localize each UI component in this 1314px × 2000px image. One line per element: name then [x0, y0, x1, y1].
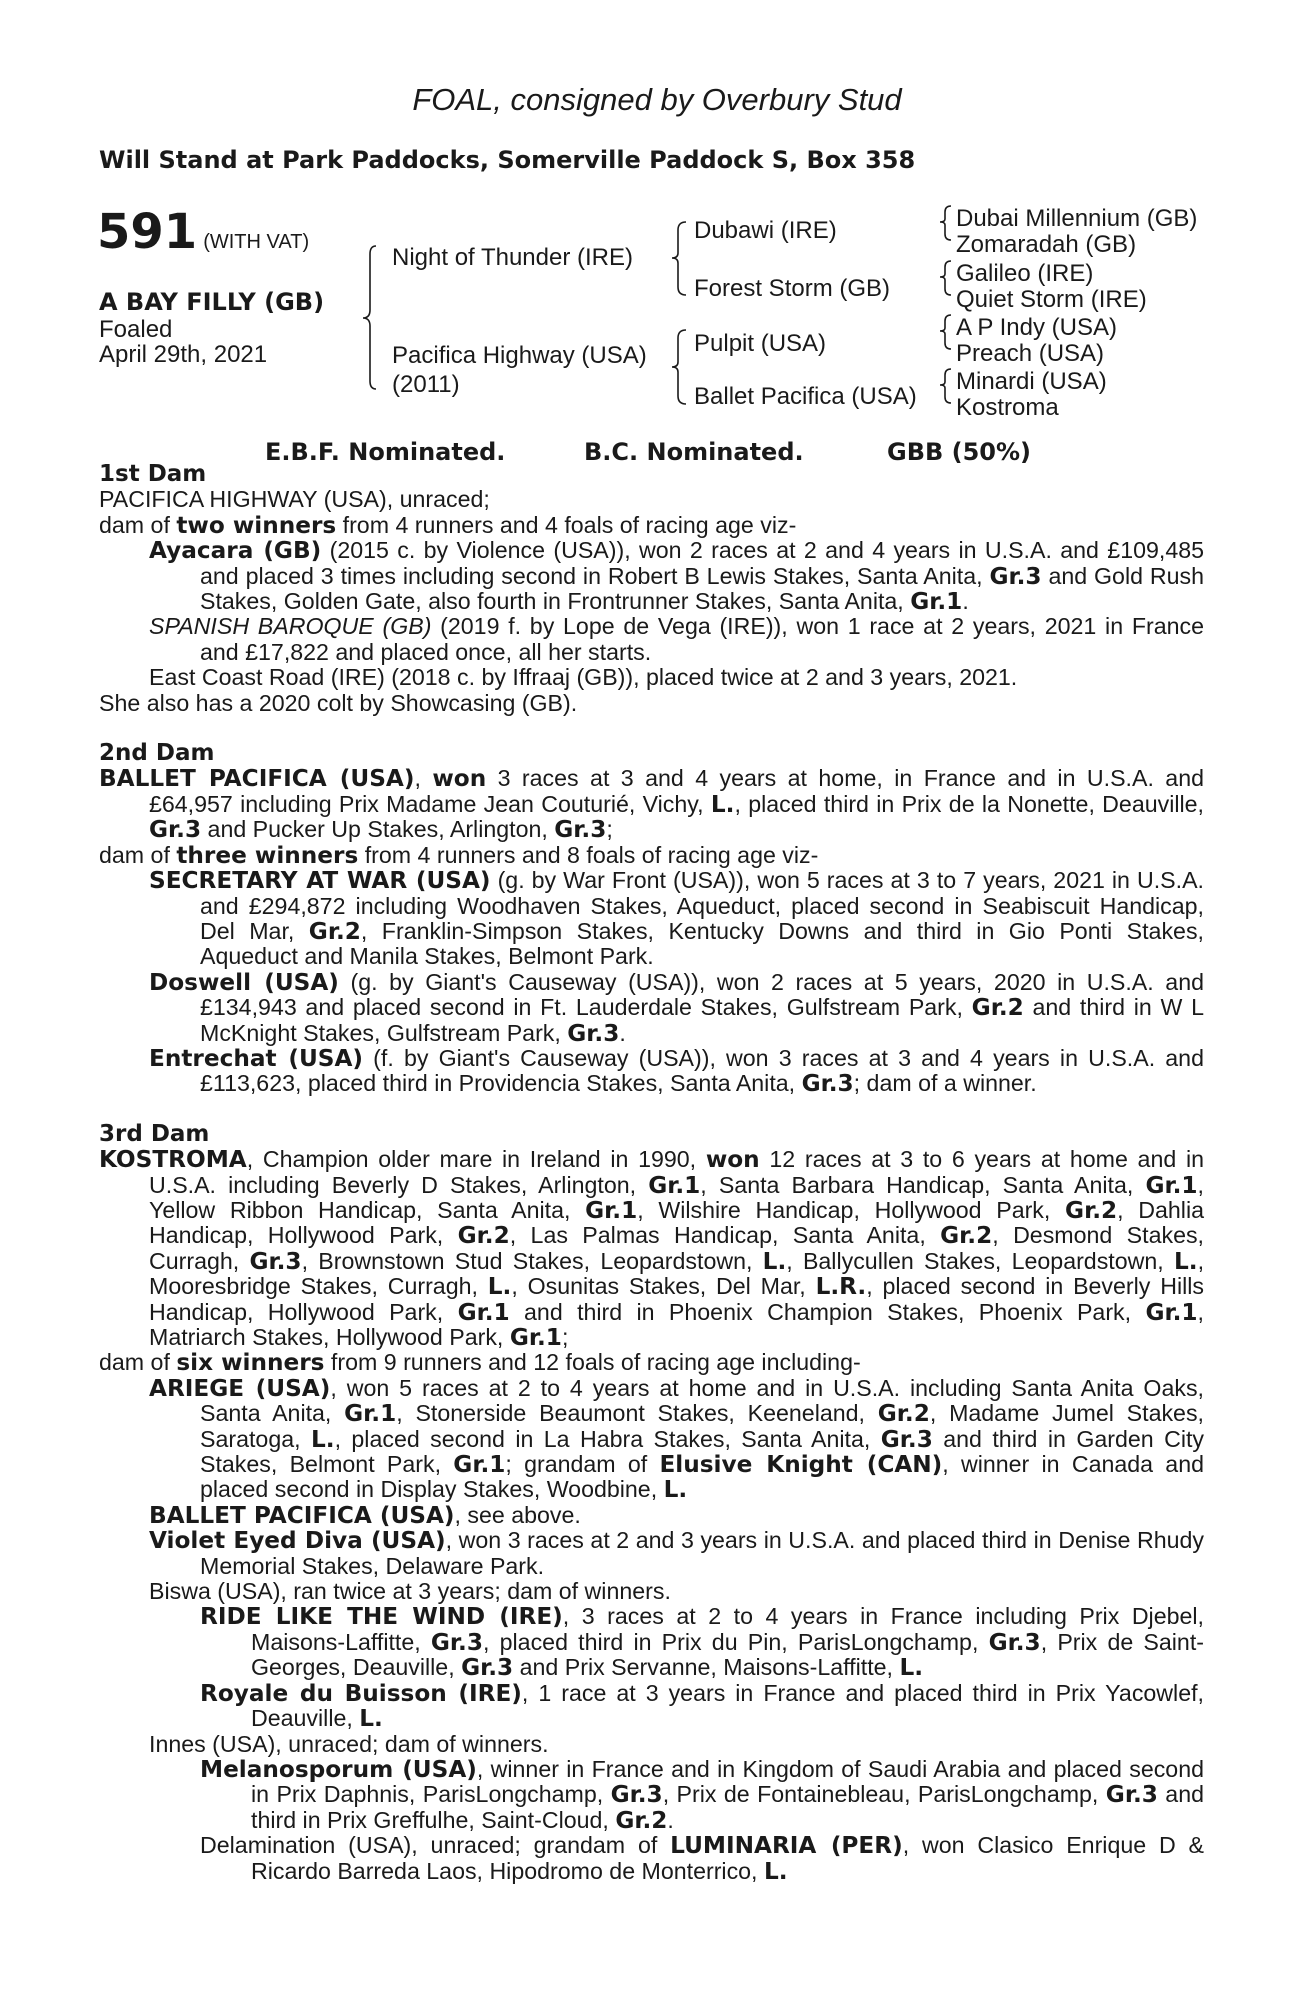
vat-note: (WITH VAT): [203, 231, 310, 253]
foaled-label: Foaled: [99, 316, 173, 343]
biswa-foal-royale-du-buisson: Royale du Buisson (IRE), 1 race at 3 years in France and placed third in Prix Yacowlef, Deauville, L.: [200, 1679, 1204, 1733]
innes-foal-melanosporum: Melanosporum (USA), winner in France and in Kingdom of Saudi Arabia and placed second in Prix Daphnis, ParisLongchamp, Gr.3, Prix de Fontainebleau, ParisLongchamp, Gr.3 and third in Prix Greffulhe, Saint-Cloud, Gr.2.: [200, 1755, 1204, 1834]
pedigree-sire-sire: Dubawi (IRE): [694, 217, 837, 244]
second-dam-foal-2: Doswell (USA) (g. by Giant's Causeway (USA)), won 2 races at 5 years, 2020 in U.S.A. and £134,943 and placed second in Ft. Lauderdale Stakes, Gulfstream Park, Gr.2 and third in W L McKnight Stakes, Gulfstream Park, Gr.3.: [149, 968, 1204, 1047]
lot-number: 591: [97, 204, 198, 260]
first-dam-produce-line: dam of two winners from 4 runners and 4 foals of racing age viz-: [99, 511, 797, 539]
pedigree-dam-dam: Ballet Pacifica (USA): [694, 383, 917, 410]
pedigree-g4-3: Galileo (IRE): [956, 260, 1094, 287]
first-dam-note: She also has a 2020 colt by Showcasing (GB).: [99, 689, 578, 716]
ebf-nominated: E.B.F. Nominated.: [265, 438, 506, 466]
pedigree-g4-7: Minardi (USA): [956, 368, 1107, 395]
pedigree-dam-sire: Pulpit (USA): [694, 330, 827, 357]
pedigree-g4-2: Zomaradah (GB): [956, 231, 1137, 258]
pedigree-g4-5: A P Indy (USA): [956, 314, 1117, 341]
pedigree-dam-year: (2011): [392, 371, 460, 398]
pedigree-g4-1: Dubai Millennium (GB): [956, 205, 1198, 232]
first-dam-line: PACIFICA HIGHWAY (USA), unraced;: [99, 486, 490, 513]
third-dam-heading: 3rd Dam: [99, 1120, 210, 1147]
third-dam-produce-line: dam of six winners from 9 runners and 12 foals of racing age including-: [99, 1349, 861, 1377]
pedigree-sire: Night of Thunder (IRE): [392, 244, 633, 271]
third-dam-foal-biswa: Biswa (USA), ran twice at 3 years; dam of winners.: [149, 1578, 671, 1605]
consignor-line: FOAL, consigned by Overbury Stud: [412, 82, 902, 117]
second-dam-record: BALLET PACIFICA (USA), won 3 races at 3 and 4 years at home, in France and in U.S.A. and £64,957 including Prix Madame Jean Couturié, Vichy, L., placed third in Prix de la Nonette, Deauville, Gr.3 and Pucker Up Stakes, Arlington, Gr.3;: [99, 765, 1204, 844]
second-dam-heading: 2nd Dam: [99, 740, 215, 767]
innes-foal-delamination: Delamination (USA), unraced; grandam of LUMINARIA (PER), won Clasico Enrique D & Ricardo Barreda Laos, Hipodromo de Monterrico, L.: [200, 1832, 1205, 1885]
horse-name: A BAY FILLY (GB): [99, 288, 325, 316]
first-dam-foal-2: SPANISH BAROQUE (GB) (2019 f. by Lope de Vega (IRE)), won 1 race at 2 years, 2021 in France and £17,822 and placed once, all her starts.: [149, 613, 1204, 665]
second-dam-foal-3: Entrechat (USA) (f. by Giant's Causeway (USA)), won 3 races at 3 and 4 years in U.S.A. and £113,623, placed third in Providencia Stakes, Santa Anita, Gr.3; dam of a winner.: [149, 1044, 1204, 1098]
third-dam-foal-violet: Violet Eyed Diva (USA), won 3 races at 2 and 3 years in U.S.A. and placed third in Denise Rhudy Memorial Stakes, Delaware Park.: [149, 1527, 1204, 1579]
first-dam-foal-3: East Coast Road (IRE) (2018 c. by Iffraaj (GB)), placed twice at 2 and 3 years, 2021.: [149, 664, 1018, 691]
third-dam-foal-innes: Innes (USA), unraced; dam of winners.: [149, 1730, 549, 1757]
first-dam-foal-1: Ayacara (GB) (2015 c. by Violence (USA)), won 2 races at 2 and 4 years in U.S.A. and £109,485 and placed 3 times including second in Robert B Lewis Stakes, Santa Anita, Gr.3 and Gold Rush Stakes, Golden Gate, also fourth in Frontrunner Stakes, Santa Anita, Gr.1.: [149, 537, 1205, 616]
biswa-foal-ride-like-the-wind: RIDE LIKE THE WIND (IRE), 3 races at 2 to 4 years in France including Prix Djebel, Maisons-Laffitte, Gr.3, placed third in Prix du Pin, ParisLongchamp, Gr.3, Prix de Saint-Georges, Deauville, Gr.3 and Prix Servanne, Maisons-Laffitte, L.: [200, 1603, 1204, 1682]
pedigree-sire-dam: Forest Storm (GB): [694, 275, 891, 302]
pedigree-g4-8: Kostroma: [956, 394, 1059, 421]
stand-location: Will Stand at Park Paddocks, Somerville Paddock S, Box 358: [99, 146, 916, 174]
foaled-date: April 29th, 2021: [99, 341, 268, 368]
gbb-note: GBB (50%): [887, 438, 1032, 466]
first-dam-heading: 1st Dam: [99, 461, 207, 487]
pedigree-dam: Pacifica Highway (USA): [392, 342, 647, 369]
pedigree-g4-6: Preach (USA): [956, 340, 1105, 367]
second-dam-produce-line: dam of three winners from 4 runners and 8 foals of racing age viz-: [99, 841, 819, 869]
third-dam-foal-ballet-pacifica: BALLET PACIFICA (USA), see above.: [149, 1501, 581, 1529]
third-dam-record: KOSTROMA, Champion older mare in Ireland in 1990, won 12 races at 3 to 6 years at home and in U.S.A. including Beverly D Stakes, Arlington, Gr.1, Santa Barbara Handicap, Santa Anita, Gr.1, Yellow Ribbon Handicap, Santa Anita, Gr.1, Wilshire Handicap, Hollywood Park, Gr.2, Dahlia Handicap, Hollywood Park, Gr.2, Las Palmas Handicap, Santa Anita, Gr.2, Desmond Stakes, Curragh, Gr.3, Brownstown Stud Stakes, Leopardstown, L., Ballycullen Stakes, Leopardstown, L., Mooresbridge Stakes, Curragh, L., Osunitas Stakes, Del Mar, L.R., placed second in Beverly Hills Handicap, Hollywood Park, Gr.1 and third in Phoenix Champion Stakes, Phoenix Park, Gr.1, Matriarch Stakes, Hollywood Park, Gr.1;: [99, 1146, 1205, 1351]
bc-nominated: B.C. Nominated.: [584, 438, 804, 466]
second-dam-foal-1: SECRETARY AT WAR (USA) (g. by War Front (USA)), won 5 races at 3 to 7 years, 2021 in U.S.A. and £294,872 including Woodhaven Stakes, Aqueduct, placed second in Seabiscuit Handicap, Del Mar, Gr.2, Franklin-Simpson Stakes, Kentucky Downs and third in Gio Ponti Stakes, Aqueduct and Manila Stakes, Belmont Park.: [149, 867, 1204, 970]
pedigree-g4-4: Quiet Storm (IRE): [956, 286, 1147, 313]
third-dam-foal-ariege: ARIEGE (USA), won 5 races at 2 to 4 years at home and in U.S.A. including Santa Anita Oaks, Santa Anita, Gr.1, Stonerside Beaumont Stakes, Keeneland, Gr.2, Madame Jumel Stakes, Saratoga, L., placed second in La Habra Stakes, Santa Anita, Gr.3 and third in Garden City Stakes, Belmont Park, Gr.1; grandam of Elusive Knight (CAN), winner in Canada and placed second in Display Stakes, Woodbine, L.: [149, 1374, 1205, 1504]
pedigree-details: [99, 462, 1204, 1884]
